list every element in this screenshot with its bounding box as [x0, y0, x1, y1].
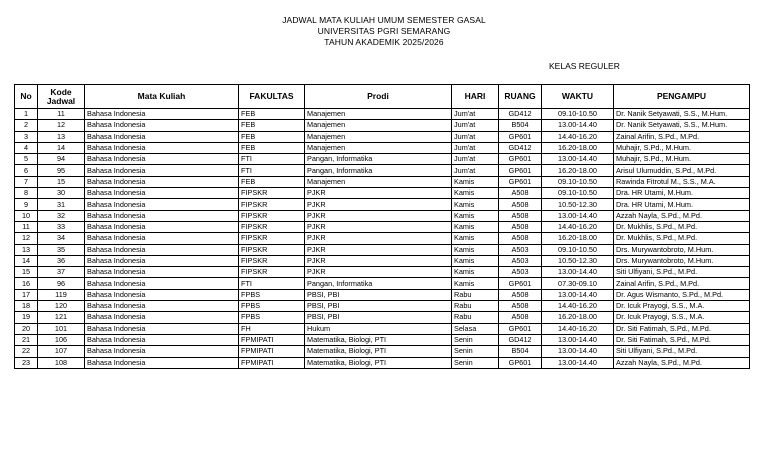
cell-ruang: B504 — [499, 120, 542, 131]
cell-no: 10 — [15, 210, 38, 221]
col-header-waktu: WAKTU — [542, 85, 614, 109]
cell-fakultas: FTI — [239, 278, 305, 289]
cell-kode-jadwal: 96 — [38, 278, 85, 289]
cell-kode-jadwal: 11 — [38, 109, 85, 120]
cell-mata-kuliah: Bahasa Indonesia — [85, 301, 239, 312]
table-row — [15, 221, 750, 232]
cell-no: 13 — [15, 244, 38, 255]
cell-pengampu: Dr. Agus Wismanto, S.Pd., M.Pd. — [614, 289, 750, 300]
cell-pengampu: Dr. Nanik Setyawati, S.S., M.Hum. — [614, 109, 750, 120]
cell-ruang: GD412 — [499, 109, 542, 120]
cell-mata-kuliah: Bahasa Indonesia — [85, 278, 239, 289]
table-row — [15, 334, 750, 345]
cell-ruang: A508 — [499, 301, 542, 312]
cell-waktu: 13.00-14.40 — [542, 154, 614, 165]
cell-no: 6 — [15, 165, 38, 176]
cell-mata-kuliah: Bahasa Indonesia — [85, 357, 239, 368]
cell-no: 23 — [15, 357, 38, 368]
cell-pengampu: Dr. Nanik Setyawati, S.S., M.Hum. — [614, 120, 750, 131]
cell-no: 20 — [15, 323, 38, 334]
col-header-hari: HARI — [452, 85, 499, 109]
cell-no: 4 — [15, 142, 38, 153]
cell-kode-jadwal: 14 — [38, 142, 85, 153]
cell-kode-jadwal: 37 — [38, 267, 85, 278]
cell-hari: Jum'at — [452, 131, 499, 142]
table-row — [15, 301, 750, 312]
cell-mata-kuliah: Bahasa Indonesia — [85, 142, 239, 153]
cell-ruang: GP601 — [499, 165, 542, 176]
table-row — [15, 131, 750, 142]
cell-pengampu: Dr. Siti Fatimah, S.Pd., M.Pd. — [614, 334, 750, 345]
cell-ruang: GP601 — [499, 176, 542, 187]
cell-kode-jadwal: 120 — [38, 301, 85, 312]
cell-fakultas: FEB — [239, 176, 305, 187]
cell-waktu: 13.00-14.40 — [542, 346, 614, 357]
cell-mata-kuliah: Bahasa Indonesia — [85, 120, 239, 131]
table-row — [15, 199, 750, 210]
cell-prodi: Manajemen — [305, 142, 452, 153]
cell-mata-kuliah: Bahasa Indonesia — [85, 255, 239, 266]
cell-waktu: 13.00-14.40 — [542, 120, 614, 131]
cell-prodi: PJKR — [305, 188, 452, 199]
cell-no: 3 — [15, 131, 38, 142]
cell-hari: Jum'at — [452, 120, 499, 131]
cell-kode-jadwal: 12 — [38, 120, 85, 131]
cell-mata-kuliah: Bahasa Indonesia — [85, 210, 239, 221]
cell-prodi: PJKR — [305, 244, 452, 255]
cell-kode-jadwal: 33 — [38, 221, 85, 232]
cell-prodi: Manajemen — [305, 131, 452, 142]
table-row — [15, 312, 750, 323]
table-row — [15, 346, 750, 357]
cell-hari: Jum'at — [452, 142, 499, 153]
cell-fakultas: FTI — [239, 165, 305, 176]
cell-pengampu: Azzah Nayla, S.Pd., M.Pd. — [614, 357, 750, 368]
cell-fakultas: FIPSKR — [239, 244, 305, 255]
col-header-prodi: Prodi — [305, 85, 452, 109]
cell-no: 15 — [15, 267, 38, 278]
cell-mata-kuliah: Bahasa Indonesia — [85, 109, 239, 120]
cell-prodi: PJKR — [305, 199, 452, 210]
cell-ruang: A508 — [499, 221, 542, 232]
cell-hari: Kamis — [452, 188, 499, 199]
table-row — [15, 289, 750, 300]
cell-no: 22 — [15, 346, 38, 357]
cell-prodi: Pangan, Informatika — [305, 278, 452, 289]
cell-mata-kuliah: Bahasa Indonesia — [85, 131, 239, 142]
cell-ruang: GP601 — [499, 131, 542, 142]
table-row — [15, 176, 750, 187]
cell-no: 12 — [15, 233, 38, 244]
cell-mata-kuliah: Bahasa Indonesia — [85, 334, 239, 345]
cell-mata-kuliah: Bahasa Indonesia — [85, 244, 239, 255]
cell-waktu: 16.20-18.00 — [542, 233, 614, 244]
cell-no: 9 — [15, 199, 38, 210]
cell-fakultas: FTI — [239, 154, 305, 165]
cell-hari: Jum'at — [452, 165, 499, 176]
cell-pengampu: Muhajir, S.Pd., M.Hum. — [614, 142, 750, 153]
cell-fakultas: FPBS — [239, 289, 305, 300]
cell-fakultas: FIPSKR — [239, 221, 305, 232]
cell-kode-jadwal: 95 — [38, 165, 85, 176]
cell-hari: Kamis — [452, 210, 499, 221]
cell-fakultas: FIPSKR — [239, 233, 305, 244]
university-name: UNIVERSITAS PGRI SEMARANG — [317, 26, 451, 36]
cell-no: 7 — [15, 176, 38, 187]
cell-hari: Kamis — [452, 199, 499, 210]
cell-fakultas: FPMIPATI — [239, 357, 305, 368]
cell-waktu: 16.20-18.00 — [542, 142, 614, 153]
table-row — [15, 165, 750, 176]
academic-year: TAHUN AKADEMIK 2025/2026 — [324, 37, 444, 47]
cell-pengampu: Zainal Arifin, S.Pd., M.Pd. — [614, 131, 750, 142]
table-row — [15, 233, 750, 244]
cell-fakultas: FPBS — [239, 301, 305, 312]
cell-ruang: A508 — [499, 210, 542, 221]
cell-kode-jadwal: 31 — [38, 199, 85, 210]
cell-no: 19 — [15, 312, 38, 323]
cell-fakultas: FH — [239, 323, 305, 334]
cell-pengampu: Dr. Icuk Prayogi, S.S., M.A. — [614, 312, 750, 323]
col-header-kode-jadwal: Kode Jadwal — [38, 85, 85, 109]
cell-mata-kuliah: Bahasa Indonesia — [85, 323, 239, 334]
cell-kode-jadwal: 121 — [38, 312, 85, 323]
cell-mata-kuliah: Bahasa Indonesia — [85, 289, 239, 300]
cell-prodi: PBSI, PBI — [305, 301, 452, 312]
cell-fakultas: FIPSKR — [239, 188, 305, 199]
cell-waktu: 09.10-10.50 — [542, 244, 614, 255]
cell-prodi: PJKR — [305, 255, 452, 266]
cell-no: 14 — [15, 255, 38, 266]
cell-no: 21 — [15, 334, 38, 345]
cell-ruang: A508 — [499, 312, 542, 323]
cell-ruang: A508 — [499, 188, 542, 199]
cell-kode-jadwal: 34 — [38, 233, 85, 244]
cell-prodi: Manajemen — [305, 120, 452, 131]
cell-ruang: A503 — [499, 267, 542, 278]
cell-prodi: Matematika, Biologi, PTI — [305, 357, 452, 368]
cell-prodi: Pangan, Informatika — [305, 165, 452, 176]
table-row — [15, 210, 750, 221]
cell-prodi: PJKR — [305, 221, 452, 232]
table-row — [15, 255, 750, 266]
table-header-row — [15, 85, 750, 109]
cell-mata-kuliah: Bahasa Indonesia — [85, 312, 239, 323]
cell-pengampu: Dra. HR Utami, M.Hum. — [614, 188, 750, 199]
cell-no: 18 — [15, 301, 38, 312]
cell-hari: Jum'at — [452, 154, 499, 165]
table-row — [15, 188, 750, 199]
cell-kode-jadwal: 32 — [38, 210, 85, 221]
cell-prodi: Matematika, Biologi, PTI — [305, 334, 452, 345]
cell-waktu: 16.20-18.00 — [542, 165, 614, 176]
cell-pengampu: Siti Ulfiyani, S.Pd., M.Pd. — [614, 346, 750, 357]
cell-no: 1 — [15, 109, 38, 120]
schedule-table — [14, 84, 750, 369]
cell-waktu: 13.00-14.40 — [542, 289, 614, 300]
cell-ruang: A508 — [499, 199, 542, 210]
table-row — [15, 267, 750, 278]
cell-hari: Rabu — [452, 289, 499, 300]
cell-waktu: 14.40-16.20 — [542, 131, 614, 142]
cell-pengampu: Muhajir, S.Pd., M.Hum. — [614, 154, 750, 165]
cell-kode-jadwal: 106 — [38, 334, 85, 345]
cell-ruang: A508 — [499, 233, 542, 244]
cell-ruang: GP601 — [499, 323, 542, 334]
cell-hari: Kamis — [452, 278, 499, 289]
cell-waktu: 09.10-10.50 — [542, 109, 614, 120]
cell-waktu: 09.10-10.50 — [542, 188, 614, 199]
cell-prodi: PBSI, PBI — [305, 289, 452, 300]
cell-kode-jadwal: 30 — [38, 188, 85, 199]
cell-kode-jadwal: 119 — [38, 289, 85, 300]
cell-ruang: A508 — [499, 289, 542, 300]
cell-prodi: Pangan, Informatika — [305, 154, 452, 165]
col-header-mata-kuliah: Mata Kuliah — [85, 85, 239, 109]
cell-prodi: Manajemen — [305, 176, 452, 187]
cell-waktu: 10.50-12.30 — [542, 255, 614, 266]
cell-ruang: GP601 — [499, 154, 542, 165]
cell-kode-jadwal: 15 — [38, 176, 85, 187]
cell-pengampu: Drs. Murywantobroto, M.Hum. — [614, 255, 750, 266]
cell-hari: Senin — [452, 334, 499, 345]
cell-hari: Rabu — [452, 301, 499, 312]
cell-hari: Senin — [452, 346, 499, 357]
cell-pengampu: Siti Ulfiyani, S.Pd., M.Pd. — [614, 267, 750, 278]
cell-waktu: 13.00-14.40 — [542, 267, 614, 278]
cell-mata-kuliah: Bahasa Indonesia — [85, 199, 239, 210]
table-row — [15, 357, 750, 368]
cell-kode-jadwal: 108 — [38, 357, 85, 368]
cell-fakultas: FIPSKR — [239, 255, 305, 266]
cell-prodi: Hukum — [305, 323, 452, 334]
cell-ruang: GP601 — [499, 278, 542, 289]
cell-hari: Kamis — [452, 233, 499, 244]
cell-hari: Kamis — [452, 267, 499, 278]
cell-hari: Senin — [452, 357, 499, 368]
cell-mata-kuliah: Bahasa Indonesia — [85, 221, 239, 232]
cell-pengampu: Arisul Ulumuddin, S.Pd., M.Pd. — [614, 165, 750, 176]
col-header-fakultas: FAKULTAS — [239, 85, 305, 109]
cell-pengampu: Dr. Mukhlis, S.Pd., M.Pd. — [614, 221, 750, 232]
cell-fakultas: FPMIPATI — [239, 334, 305, 345]
cell-waktu: 16.20-18.00 — [542, 312, 614, 323]
table-row — [15, 142, 750, 153]
cell-ruang: B504 — [499, 346, 542, 357]
col-header-pengampu: PENGAMPU — [614, 85, 750, 109]
col-header-ruang: RUANG — [499, 85, 542, 109]
cell-waktu: 13.00-14.40 — [542, 334, 614, 345]
cell-kode-jadwal: 13 — [38, 131, 85, 142]
cell-mata-kuliah: Bahasa Indonesia — [85, 233, 239, 244]
cell-kode-jadwal: 94 — [38, 154, 85, 165]
cell-ruang: GP601 — [499, 357, 542, 368]
cell-pengampu: Dr. Icuk Prayogi, S.S., M.A. — [614, 301, 750, 312]
table-row — [15, 278, 750, 289]
cell-pengampu: Rawinda Fitrotul M., S.S., M.A. — [614, 176, 750, 187]
cell-no: 8 — [15, 188, 38, 199]
cell-fakultas: FEB — [239, 142, 305, 153]
cell-waktu: 10.50-12.30 — [542, 199, 614, 210]
cell-mata-kuliah: Bahasa Indonesia — [85, 346, 239, 357]
cell-mata-kuliah: Bahasa Indonesia — [85, 176, 239, 187]
cell-no: 16 — [15, 278, 38, 289]
table-row — [15, 154, 750, 165]
cell-ruang: A503 — [499, 244, 542, 255]
cell-fakultas: FIPSKR — [239, 210, 305, 221]
cell-pengampu: Drs. Murywantobroto, M.Hum. — [614, 244, 750, 255]
table-row — [15, 109, 750, 120]
cell-waktu: 13.00-14.40 — [542, 357, 614, 368]
cell-waktu: 09.10-10.50 — [542, 176, 614, 187]
cell-prodi: PJKR — [305, 233, 452, 244]
cell-hari: Selasa — [452, 323, 499, 334]
cell-no: 2 — [15, 120, 38, 131]
cell-waktu: 14.40-16.20 — [542, 301, 614, 312]
cell-no: 5 — [15, 154, 38, 165]
cell-prodi: PJKR — [305, 267, 452, 278]
cell-prodi: PBSI, PBI — [305, 312, 452, 323]
cell-mata-kuliah: Bahasa Indonesia — [85, 267, 239, 278]
cell-no: 17 — [15, 289, 38, 300]
table-row — [15, 120, 750, 131]
cell-kode-jadwal: 36 — [38, 255, 85, 266]
cell-kode-jadwal: 101 — [38, 323, 85, 334]
cell-mata-kuliah: Bahasa Indonesia — [85, 165, 239, 176]
cell-pengampu: Dr. Siti Fatimah, S.Pd., M.Pd. — [614, 323, 750, 334]
cell-fakultas: FPMIPATI — [239, 346, 305, 357]
cell-ruang: GD412 — [499, 334, 542, 345]
cell-fakultas: FPBS — [239, 312, 305, 323]
cell-kode-jadwal: 107 — [38, 346, 85, 357]
cell-ruang: GD412 — [499, 142, 542, 153]
document-title: JADWAL MATA KULIAH UMUM SEMESTER GASAL — [282, 15, 486, 25]
col-header-no: No — [15, 85, 38, 109]
cell-fakultas: FEB — [239, 131, 305, 142]
table-row — [15, 323, 750, 334]
cell-hari: Kamis — [452, 176, 499, 187]
cell-fakultas: FIPSKR — [239, 267, 305, 278]
cell-ruang: A503 — [499, 255, 542, 266]
cell-hari: Rabu — [452, 312, 499, 323]
cell-waktu: 14.40-16.20 — [542, 323, 614, 334]
cell-pengampu: Zainal Arifin, S.Pd., M.Pd. — [614, 278, 750, 289]
cell-hari: Kamis — [452, 244, 499, 255]
cell-waktu: 14.40-16.20 — [542, 221, 614, 232]
cell-fakultas: FEB — [239, 120, 305, 131]
cell-mata-kuliah: Bahasa Indonesia — [85, 188, 239, 199]
cell-hari: Kamis — [452, 255, 499, 266]
cell-no: 11 — [15, 221, 38, 232]
class-type-label: KELAS REGULER — [549, 61, 620, 71]
cell-pengampu: Dr. Mukhlis, S.Pd., M.Pd. — [614, 233, 750, 244]
cell-fakultas: FEB — [239, 109, 305, 120]
cell-hari: Jum'at — [452, 109, 499, 120]
cell-waktu: 07.30-09.10 — [542, 278, 614, 289]
cell-hari: Kamis — [452, 221, 499, 232]
cell-fakultas: FIPSKR — [239, 199, 305, 210]
table-row — [15, 244, 750, 255]
cell-mata-kuliah: Bahasa Indonesia — [85, 154, 239, 165]
cell-pengampu: Dra. HR Utami, M.Hum. — [614, 199, 750, 210]
cell-prodi: Manajemen — [305, 109, 452, 120]
cell-kode-jadwal: 35 — [38, 244, 85, 255]
cell-waktu: 13.00-14.40 — [542, 210, 614, 221]
cell-prodi: Matematika, Biologi, PTI — [305, 346, 452, 357]
cell-pengampu: Azzah Nayla, S.Pd., M.Pd. — [614, 210, 750, 221]
cell-prodi: PJKR — [305, 210, 452, 221]
